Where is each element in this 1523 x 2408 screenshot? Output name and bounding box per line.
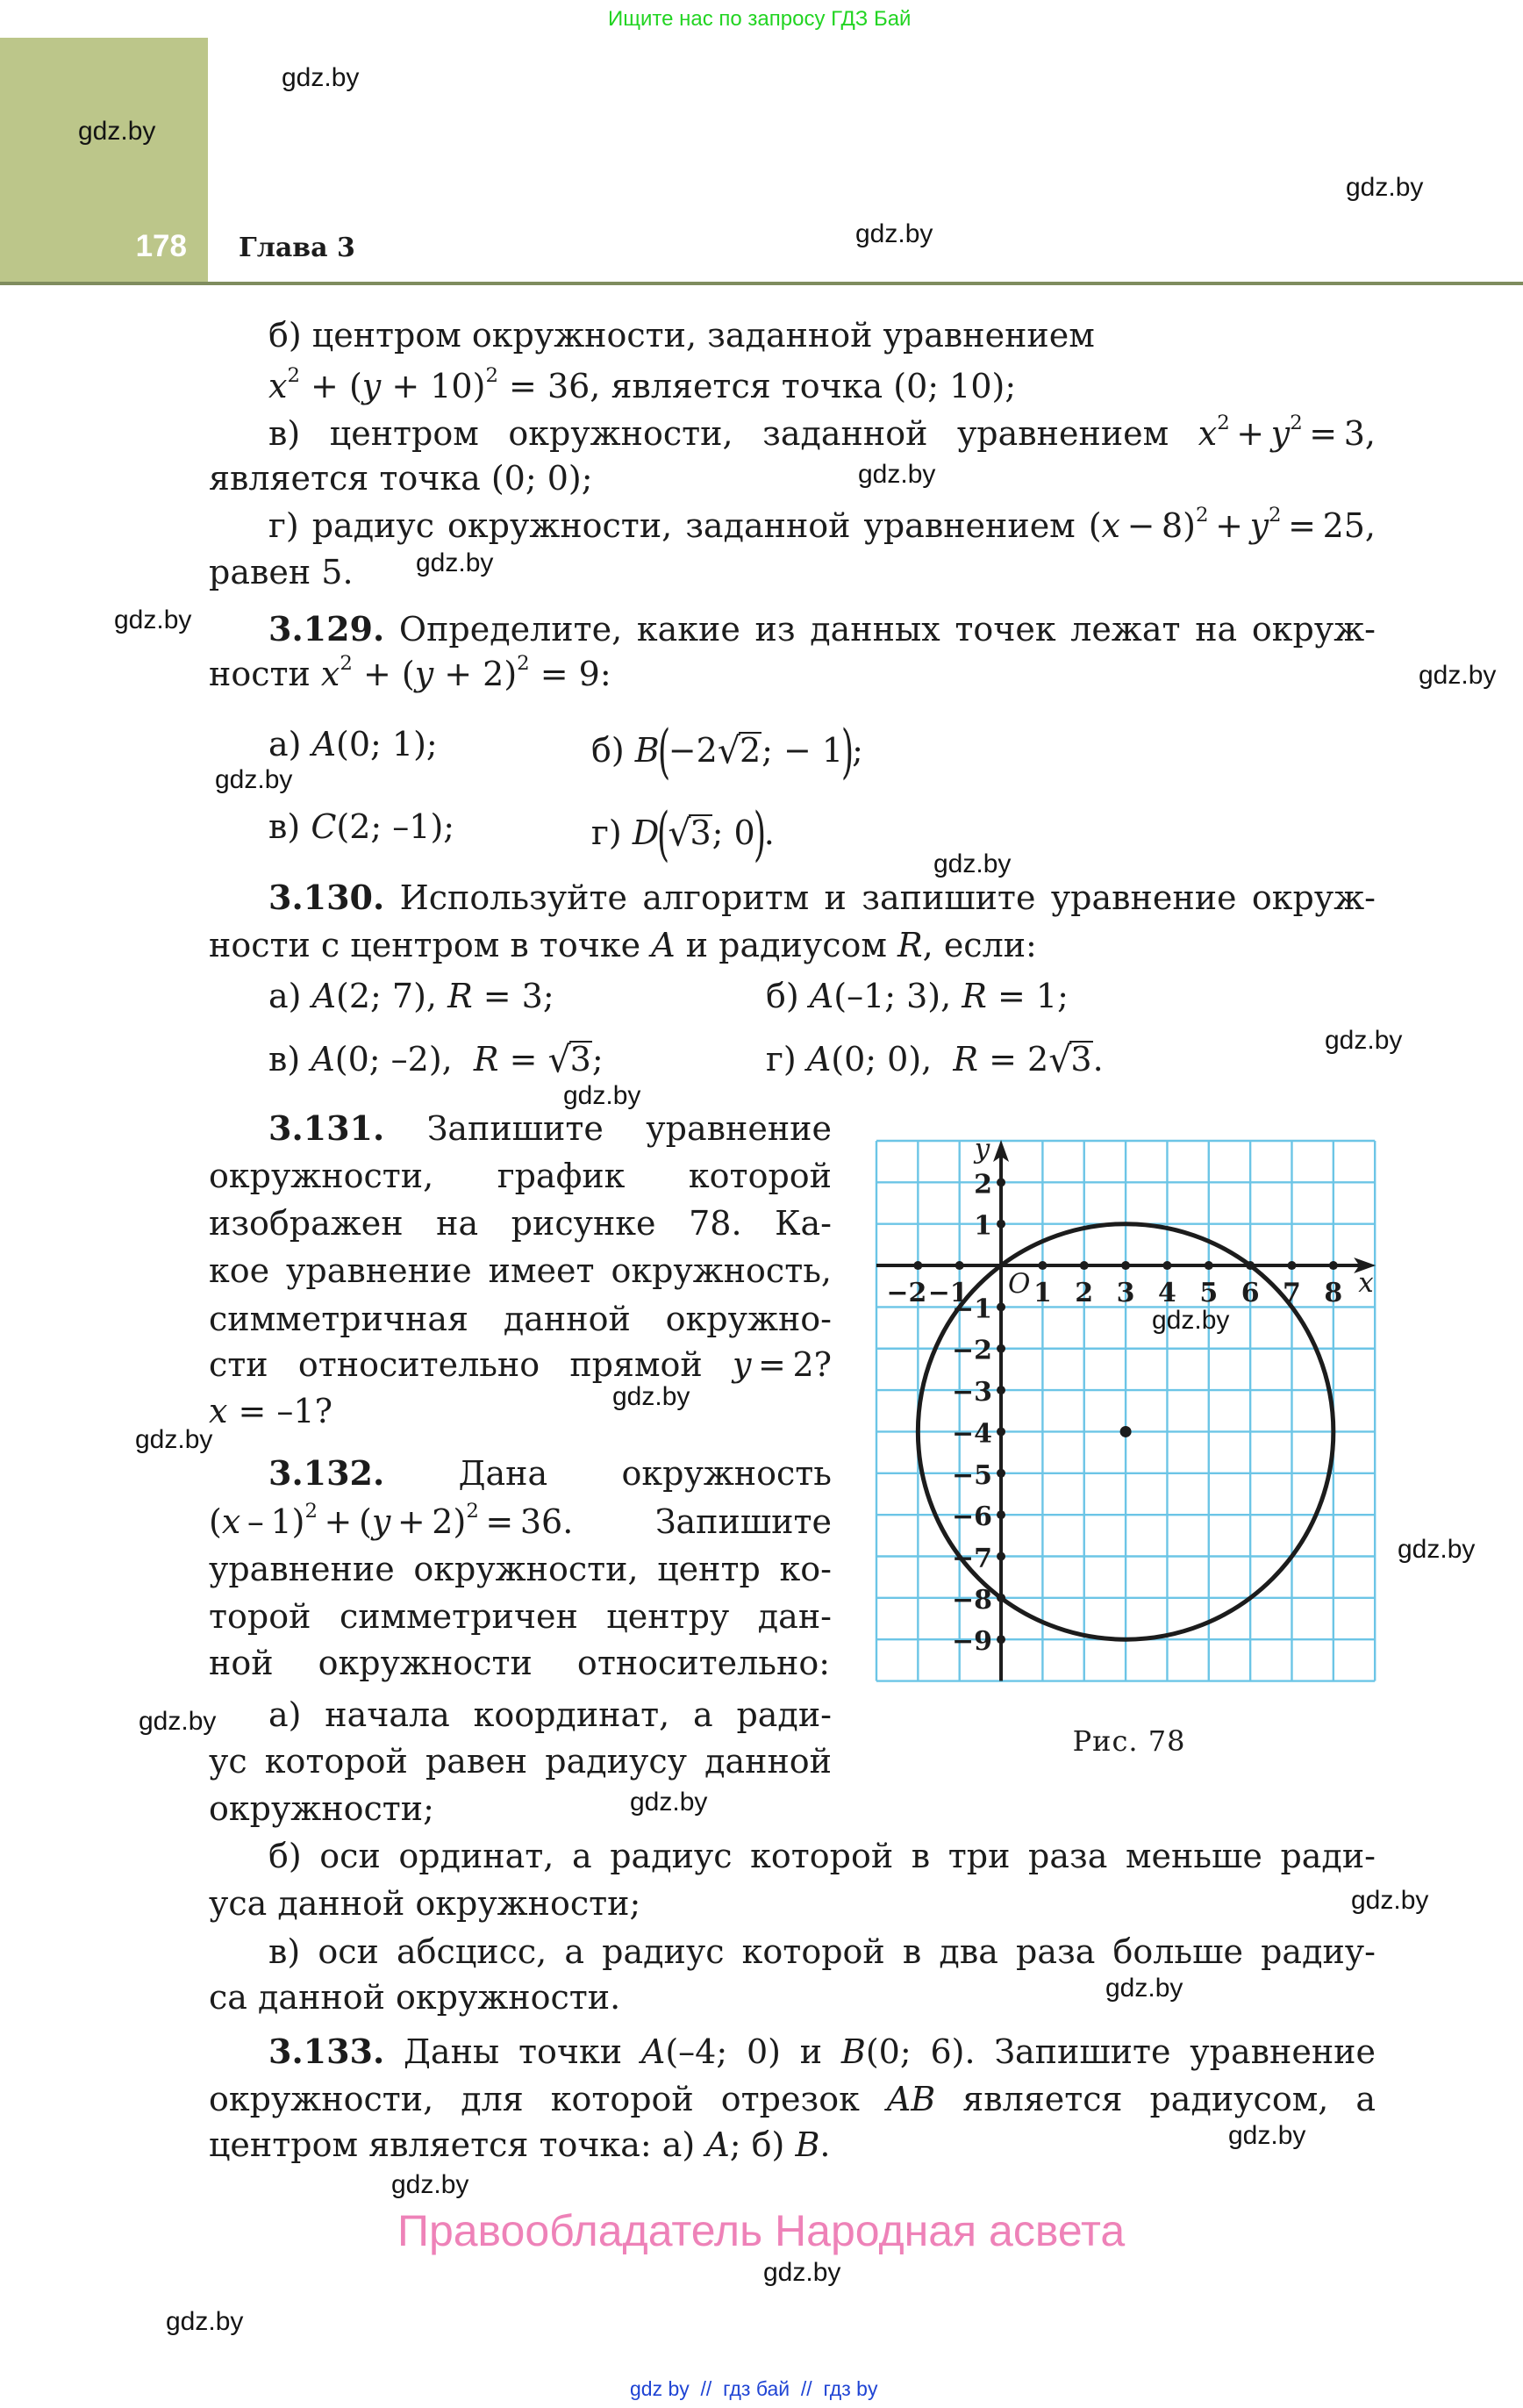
line-text [209,1597,832,1636]
superscript: 2 [517,651,530,675]
math-variable: x [1198,414,1218,453]
watermark: gdz.by [1105,1974,1183,2003]
sqrt-icon: √ [1048,1038,1072,1081]
text-line [209,1201,832,1245]
text-line [268,364,1016,408]
math-variable: y [414,655,434,693]
y-axis-label: y [974,1133,990,1165]
option-text: б) A(–1; 3), R = 1; [766,977,1069,1015]
text-line [209,1154,832,1198]
figure-caption: Рис. 78 [1072,1724,1186,1758]
y-tick-dot [997,1386,1005,1394]
watermark: gdz.by [763,2258,841,2287]
watermark: gdz.by [1325,1026,1403,1055]
x-tick-label: −1 [927,1278,969,1309]
option-text: г) D(√3; 0). [591,799,775,868]
line-text: $x^2 + (y + 10)^2 = 36$, является точка (0; 10); [268,363,1017,405]
line-text [268,1932,1376,1971]
superscript: 2 [466,1499,479,1523]
copyright-notice: Правообладатель Народная асвета [397,2206,1126,2255]
line-content: Запишите уравнение [384,1109,832,1148]
math-variable: R [953,1040,979,1079]
y-tick-dot [997,1427,1005,1436]
y-tick-dot [997,1302,1005,1311]
y-tick-label: −5 [952,1459,993,1491]
origin-label: O [1008,1268,1031,1301]
line-text: является точка (0; 0); [209,459,593,498]
line-text [209,1204,832,1243]
option-b [591,717,863,785]
math-variable: B [795,2125,820,2164]
line-content: Дана окружность [384,1454,832,1493]
x-tick-label: 5 [1199,1278,1219,1309]
text-line [268,1930,1376,1974]
text-line [209,1547,832,1591]
line-content: окружности, график которой [209,1157,832,1195]
problem-3-132-heading [268,1451,832,1495]
line-content: изображен на рисунке 78. Ка- [209,1204,832,1243]
text-line [209,1739,832,1783]
text-line [209,1641,830,1685]
problem-number: 3.132. [268,1453,385,1493]
watermark: gdz.by [630,1788,708,1817]
y-tick-dot [997,1594,1005,1602]
line-content: Даны точки A(–4; 0) и B(0; 6). Запишите уравнение [384,2032,1376,2071]
option-a [268,722,438,766]
line-content: б) оси ординат, а радиус которой в три раза меньше ради- [268,1837,1376,1875]
y-tick-label: −2 [952,1335,993,1366]
line-text [209,1157,832,1195]
math-variable: A [809,977,834,1015]
math-variable: A [311,977,337,1015]
sqrt-icon: √ [717,730,740,773]
math-variable: A [806,1040,832,1079]
math-variable: y [732,1345,752,1384]
x-tick-dot [1287,1261,1296,1270]
x-tick-dot [1080,1261,1089,1270]
superscript: 2 [485,363,498,387]
watermark: gdz.by [858,460,936,489]
line-text [268,1695,832,1734]
math-variable: A [705,2125,730,2164]
big-parenthesis: ) [840,717,854,785]
sqrt-icon: √ [547,1038,571,1081]
math-variable: B [634,731,660,770]
square-root [668,813,711,856]
watermark: gdz.by [933,849,1012,878]
line-text [268,878,1376,917]
y-tick-label: −7 [952,1543,993,1574]
y-tick-label: −6 [952,1501,993,1533]
math-variable: R [447,977,473,1015]
line-content: Используйте алгоритм и запишите уравнение окруж- [384,878,1376,917]
header-divider [0,282,1523,285]
option-a [268,974,554,1018]
watermark: gdz.by [1228,2121,1306,2150]
y-tick-dot [997,1220,1005,1229]
line-text: окружности; [209,1789,434,1828]
math-variable: y [1270,414,1291,453]
watermark: gdz.by [391,2170,469,2199]
text-line [209,923,1037,967]
text-line [268,1834,1376,1878]
line-text [268,1454,832,1493]
radicand: 3 [569,1040,591,1079]
superscript: 2 [1196,503,1209,527]
sqrt-icon: √ [668,813,691,856]
math-variable: x [320,655,340,693]
line-text: равен 5. [209,553,354,591]
text-line [268,412,1376,455]
watermark: gdz.by [1398,1535,1476,1564]
y-tick-dot [997,1635,1005,1644]
watermark: gdz.by [1351,1886,1429,1915]
superscript: 2 [304,1499,318,1523]
option-c [268,805,454,849]
x-tick-dot [913,1261,922,1270]
option-c [268,1037,604,1081]
option-text: г) A(0; 0), R = 2√3. [766,1038,1104,1081]
y-tick-label: −1 [952,1294,993,1325]
line-content: в) оси абсцисс, а радиус которой в два раза больше радиу- [268,1932,1376,1971]
line-content: уравнение окружности, центр ко- [209,1550,832,1588]
problem-number: 3.133. [268,2032,385,2071]
line-text [209,1644,830,1682]
y-tick-dot [997,1510,1005,1519]
math-variable: x [1101,506,1120,545]
x-tick-label: 8 [1324,1278,1343,1309]
line-text [209,1300,832,1338]
x-tick-label: 2 [1075,1278,1094,1309]
line-content: сти относительно прямой y = 2? [209,1345,832,1384]
line-text [209,1345,832,1384]
x-tick-label: −2 [886,1278,927,1309]
watermark: gdz.by [139,1707,217,1736]
math-variable: AB [886,2080,936,2118]
option-b [766,974,1069,1018]
math-variable: A [640,2032,666,2071]
line-content: кое уравнение имеет окружность, [209,1251,832,1290]
math-variable: x [209,1392,228,1430]
y-tick-label: −4 [952,1418,993,1450]
line-text [268,503,1376,545]
y-tick-dot [997,1552,1005,1560]
x-axis-label: x [1358,1267,1374,1300]
math-variable: y [1249,506,1269,545]
center-point [1120,1426,1132,1437]
line-content: г) радиус окружности, заданной уравнением $(x - 8)^2 + y^2 = 25$, [268,503,1376,545]
option-text: в) A(0; –2), R = √3; [268,1038,604,1081]
line-text [268,1837,1376,1875]
square-root [717,730,762,773]
line-content: а) начала координат, а ради- [268,1695,832,1734]
math-variable: B [840,2032,866,2071]
x-tick-dot [1121,1261,1130,1270]
watermark: gdz.by [612,1382,690,1411]
y-tick-label: −8 [952,1584,993,1616]
radicand: 3 [690,813,711,853]
watermark: gdz.by [282,63,360,92]
text-line [209,1595,832,1638]
y-tick-dot [997,1344,1005,1353]
problem-3-133-heading [268,2030,1376,2074]
big-parenthesis: ( [657,717,670,785]
line-content: в) центром окружности, заданной уравнением $x^2 + y^2 = 3$, [268,411,1376,453]
superscript: 2 [340,651,353,675]
line-content: ус которой равен радиусу данной [209,1742,832,1781]
math-variable: R [962,977,987,1015]
x-tick-dot [1038,1261,1047,1270]
watermark: gdz.by [78,117,156,146]
watermark: gdz.by [1419,661,1497,690]
line-content: окружности, для которой отрезок AB является радиусом, а [209,2080,1376,2118]
y-tick-label: −3 [952,1377,993,1408]
text-line [209,1343,832,1387]
footer-links[interactable]: gdz by // гдз бай // гдз by [630,2377,878,2400]
x-tick-dot [1246,1261,1255,1270]
superscript: 2 [1217,411,1230,434]
option-d [591,799,775,868]
line-text: x = –1? [209,1392,332,1430]
line-text: уса данной окружности; [209,1884,641,1923]
line-text: ности с центром в точке A и радиусом R, если: [209,926,1037,964]
text-line [209,1500,832,1544]
x-tick-dot [1205,1261,1213,1270]
option-text: а) A(0; 1); [268,725,438,763]
problem-3-130-heading [268,876,1376,920]
problem-number: 3.129. [268,609,385,649]
radicand: 2 [739,731,762,770]
text-line [268,1693,832,1737]
y-tick-dot [997,1178,1005,1186]
text-line [209,1787,434,1831]
line-text [209,1251,832,1290]
line-text [209,1499,832,1541]
line-text [268,411,1376,453]
text-line [268,504,1376,548]
text-line [209,1249,832,1293]
math-variable: y [361,367,382,405]
text-line [209,2077,1376,2121]
x-tick-dot [1162,1261,1171,1270]
watermark: gdz.by [135,1425,213,1454]
x-tick-label: 4 [1158,1278,1176,1309]
line-content: симметричная данной окружно- [209,1300,832,1338]
line-content: ной окружности относительно: [209,1644,830,1682]
problem-3-131-heading [268,1107,832,1150]
math-variable: x [221,1502,241,1541]
option-text: б) B(−2√2; − 1); [591,717,863,785]
superscript: 2 [287,363,300,387]
x-tick-label: 7 [1283,1278,1301,1309]
y-tick-label: 1 [974,1210,993,1242]
line-text: ности $x^2 + (y + 2)^2 = 9$: [209,651,611,693]
figure-78-circle-graph [876,1133,1375,1681]
line-content: $(x - 1)^2 + (y + 2)^2 = 36$. Запишите [209,1499,832,1541]
math-variable: A [311,1040,335,1079]
watermark: gdz.by [1152,1306,1230,1335]
big-parenthesis: ( [657,799,670,868]
math-variable: R [473,1040,499,1079]
watermark: gdz.by [166,2307,244,2336]
x-tick-label: 3 [1116,1278,1135,1309]
line-text [209,1742,832,1781]
x-tick-label: 1 [1033,1278,1052,1309]
line-text [268,2032,1376,2071]
text-line [209,1975,620,2019]
line-content: Определите, какие из данных точек лежат на окруж- [384,610,1376,649]
math-variable: D [632,813,660,853]
radicand: 3 [1070,1040,1092,1079]
y-tick-label: 2 [974,1169,993,1200]
text-line [209,550,354,594]
math-variable: R [897,926,923,964]
option-text: в) C(2; –1); [268,807,455,846]
line-text [268,610,1376,649]
problem-number: 3.131. [268,1108,385,1148]
text-line [209,1389,332,1433]
math-variable: A [651,926,676,964]
text-line [209,1297,832,1341]
math-variable: x [268,367,288,405]
option-text: а) A(2; 7), R = 3; [268,977,554,1015]
top-notice: Ищите нас по запросу ГДЗ Бай [608,7,912,31]
option-d [766,1037,1104,1081]
line-text [268,1109,832,1148]
watermark: gdz.by [1346,173,1424,202]
math-variable: y [371,1502,391,1541]
line-content: торой симметричен центру дан- [209,1597,832,1636]
text-line [209,1881,640,1925]
y-tick-dot [997,1469,1005,1478]
line-text [209,2080,1376,2118]
watermark: gdz.by [563,1081,641,1110]
problem-3-129-heading [268,607,1376,651]
watermark: gdz.by [855,219,933,248]
x-tick-dot [955,1261,964,1270]
line-text [209,1550,832,1588]
big-parenthesis: ) [753,799,766,868]
page-number: 178 [135,229,187,263]
square-root [1048,1040,1092,1079]
text-line [209,652,611,696]
math-variable: C [311,807,337,846]
math-variable: A [311,725,337,763]
text-line [209,2123,830,2167]
line-text: са данной окружности. [209,1978,621,2017]
text-line [209,456,593,500]
chapter-title: Глава 3 [239,233,355,263]
x-tick-dot [1329,1261,1338,1270]
superscript: 2 [1290,411,1303,434]
problem-number: 3.130. [268,878,385,917]
watermark: gdz.by [416,548,494,577]
line-text: б) центром окружности, заданной уравнением [268,316,1095,355]
text-line [268,313,1095,357]
watermark: gdz.by [215,765,293,794]
y-tick-label: −9 [952,1626,993,1658]
x-tick-label: 6 [1241,1278,1260,1309]
line-text: центром является точка: а) A; б) B. [209,2125,831,2164]
watermark: gdz.by [114,606,192,634]
square-root [548,1040,592,1079]
superscript: 2 [1269,503,1282,527]
